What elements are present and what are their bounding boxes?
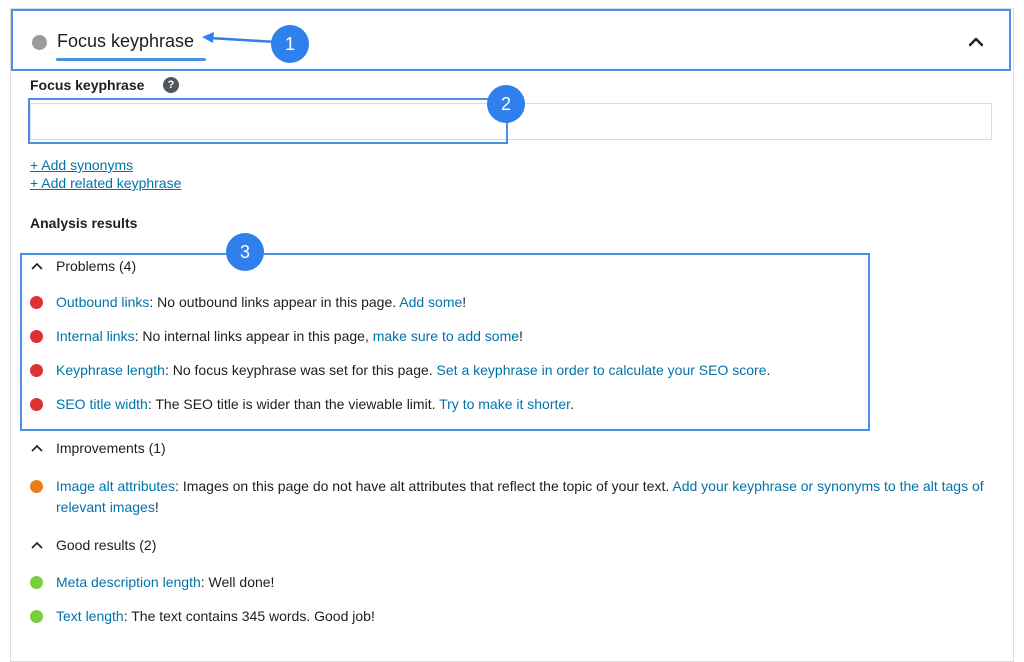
good-results-label: Good results (2) xyxy=(56,537,157,553)
make-sure-to-add-some-link[interactable]: make sure to add some xyxy=(372,328,520,344)
red-bullet-icon xyxy=(30,296,43,309)
red-bullet-icon xyxy=(30,364,43,377)
header-title: Focus keyphrase xyxy=(57,31,195,51)
green-bullet-icon xyxy=(30,576,43,589)
focus-keyphrase-collapsible-header[interactable] xyxy=(11,9,1011,71)
focus-keyphrase-label: Focus keyphrase xyxy=(30,77,145,93)
help-icon[interactable]: ? xyxy=(163,77,179,93)
title-underline-annotation xyxy=(56,58,206,61)
orange-bullet-icon xyxy=(30,480,43,493)
chevron-up-icon[interactable] xyxy=(965,31,987,53)
add-synonyms-link[interactable]: + Add synonyms xyxy=(30,157,134,173)
arrow-annotation-icon xyxy=(200,30,280,50)
improvements-label: Improvements (1) xyxy=(56,440,166,456)
callout-badge-1: 1 xyxy=(271,25,309,63)
seo-title-width-link[interactable]: SEO title width xyxy=(56,396,148,412)
add-related-keyphrase-link[interactable]: + Add related keyphrase xyxy=(30,175,182,191)
keyphrase-length-link[interactable]: Keyphrase length xyxy=(56,362,165,378)
add-keyphrase-alt-link[interactable]: Add your keyphrase or synonyms to the alt tags of relevant images xyxy=(56,478,984,515)
callout-badge-2: 2 xyxy=(487,85,525,123)
green-bullet-icon xyxy=(30,610,43,623)
add-some-link[interactable]: Add some xyxy=(399,294,463,310)
gray-dot-icon xyxy=(32,35,47,50)
chevron-up-icon xyxy=(30,541,44,549)
good-results-toggle[interactable] xyxy=(30,537,156,553)
internal-links-link[interactable]: Internal links xyxy=(56,328,135,344)
meta-description-length-link[interactable]: Meta description length xyxy=(56,574,201,590)
chevron-up-icon xyxy=(30,444,44,452)
image-alt-attributes-link[interactable]: Image alt attributes xyxy=(56,478,176,494)
text-length-link[interactable]: Text length xyxy=(56,608,124,624)
red-bullet-icon xyxy=(30,398,43,411)
callout-badge-3: 3 xyxy=(226,233,264,271)
outbound-links-link[interactable]: Outbound links xyxy=(56,294,150,310)
improvements-toggle[interactable] xyxy=(30,440,166,456)
chevron-up-icon xyxy=(30,262,44,270)
set-keyphrase-link[interactable]: Set a keyphrase in order to calculate your SEO score xyxy=(436,362,767,378)
red-bullet-icon xyxy=(30,330,43,343)
make-it-shorter-link[interactable]: Try to make it shorter xyxy=(439,396,571,412)
analysis-results-heading: Analysis results xyxy=(30,215,138,231)
problems-toggle[interactable] xyxy=(30,258,136,274)
problems-label: Problems (4) xyxy=(56,258,137,274)
